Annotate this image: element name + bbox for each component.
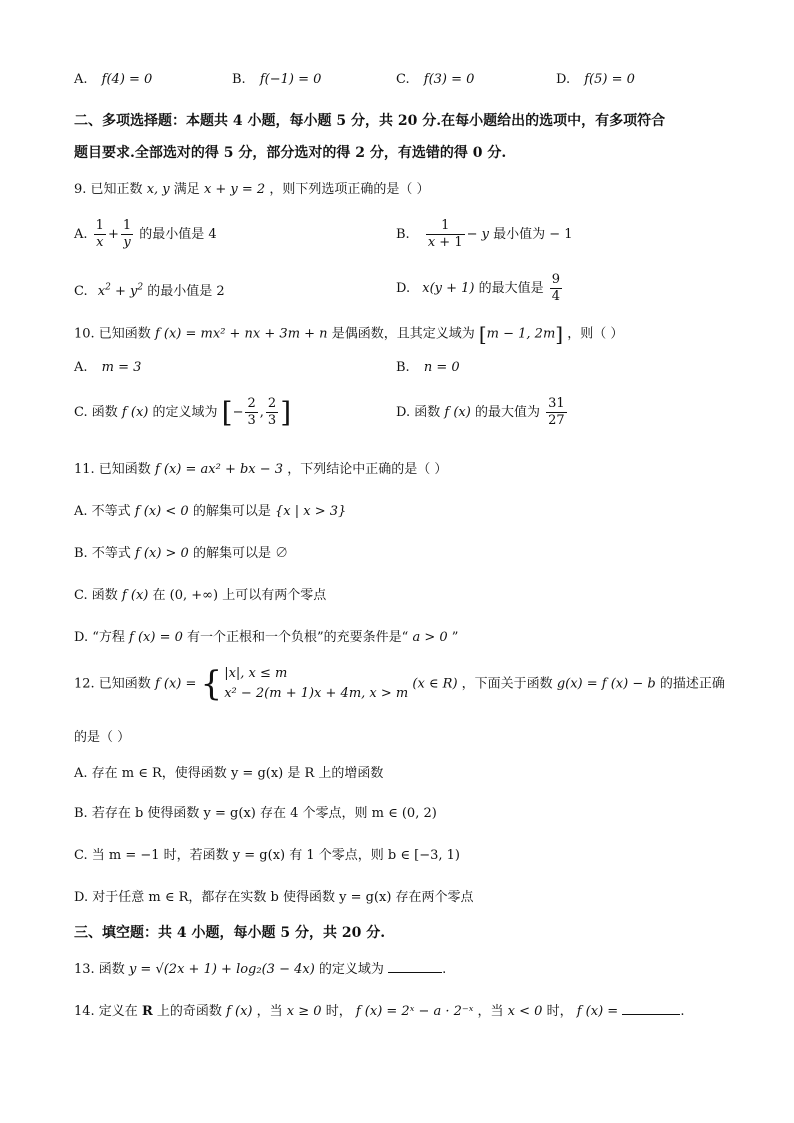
q10-stem: 10. 已知函数 f (x) = mx² + nx + 3m + n 是偶函数，且其定义域为 [m − 1, 2m] ，则（ ） <box>74 322 624 346</box>
q14-answer-blank[interactable] <box>622 1000 680 1015</box>
q8-option-d[interactable]: D. f(5) = 0 <box>556 72 635 87</box>
q9-stem: 9. 已知正数 x, y 满足 x + y = 2 ，则下列选项正确的是（ ） <box>74 182 430 197</box>
q9-a-frac1: $\frac{1}{x}$ <box>95 218 104 250</box>
q8-option-d-text: f(5) = 0 <box>584 72 635 87</box>
q9-option-d[interactable]: D. x(y + 1) 的最大值是 $\frac{9}{4}$ <box>396 272 561 304</box>
q10-option-d[interactable]: D. 函数 f (x) 的最大值为 $\frac{31}{27}$ <box>396 396 565 428</box>
q8-option-c[interactable]: C. f(3) = 0 <box>396 72 475 87</box>
q10-option-a[interactable]: A. m = 3 <box>74 360 142 375</box>
q12-option-d[interactable]: D. 对于任意 m ∈ R，都存在实数 b 使得函数 y = g(x) 存在两个零点 <box>74 890 474 905</box>
q12-piecewise: { |x|, x ≤ m x² − 2(m + 1)x + 4m, x > m <box>200 664 409 704</box>
q9-option-b[interactable]: B. $\frac{1}{x + 1}$ − y 最小值为 − 1 <box>396 218 573 250</box>
q14-stem: 14. 定义在 R 上的奇函数 f (x) ，当 x ≥ 0 时， f (x) = 2ˣ − a · 2⁻ˣ ，当 x < 0 时， f (x) = . <box>74 1000 684 1019</box>
q12-option-b[interactable]: B. 若存在 b 使得函数 y = g(x) 存在 4 个零点，则 m ∈ (0, 2) <box>74 806 437 821</box>
q10-option-b[interactable]: B. n = 0 <box>396 360 460 375</box>
q10-c-frac2: $\frac{2}{3}$ <box>267 396 277 428</box>
q10-d-frac: $\frac{31}{27}$ <box>548 396 565 428</box>
q11-option-c[interactable]: C. 函数 f (x) 在 (0, +∞) 上可以有两个零点 <box>74 588 327 603</box>
section2-line2: 题目要求.全部选对的得 5 分，部分选对的得 2 分，有选错的得 0 分. <box>74 145 507 161</box>
q10-option-c[interactable]: C. 函数 f (x) 的定义域为 [− $\frac{2}{3}$ , $\frac{2}{3}$ ] <box>74 396 292 429</box>
q11-option-d[interactable]: D. “方程 f (x) = 0 有一个正根和一个负根”的充要条件是“ a > 0 ” <box>74 630 459 645</box>
q9-option-c[interactable]: C. $x^2 + y^2$ 的最小值是 2 <box>74 282 225 299</box>
q8-option-a-text: f(4) = 0 <box>101 72 153 87</box>
q11-option-b[interactable]: B. 不等式 f (x) > 0 的解集可以是 ∅ <box>74 546 289 561</box>
q12-option-a[interactable]: A. 存在 m ∈ R，使得函数 y = g(x) 是 R 上的增函数 <box>74 766 384 781</box>
q8-option-b-text: f(−1) = 0 <box>259 72 322 87</box>
q11-option-a[interactable]: A. 不等式 f (x) < 0 的解集可以是 {x | x > 3} <box>74 504 347 519</box>
q8-option-a[interactable]: A. f(4) = 0 <box>74 72 153 87</box>
q8-option-c-text: f(3) = 0 <box>423 72 475 87</box>
q9-b-frac: $\frac{1}{x + 1}$ <box>427 218 463 250</box>
q9-c-expr: $x^2 + y^2$ <box>97 282 144 299</box>
q12-stem: 12. 已知函数 f (x) = { |x|, x ≤ m x² − 2(m + 1)x + 4m, x > m (x ∈ R) ，下面关于函数 g(x) = f (x) − b 的描述正确 <box>74 664 725 704</box>
q13-answer-blank[interactable] <box>388 958 442 973</box>
q12-option-c[interactable]: C. 当 m = −1 时，若函数 y = g(x) 有 1 个零点，则 b ∈ [−3, 1) <box>74 848 460 863</box>
q8-option-b[interactable]: B. f(−1) = 0 <box>232 72 322 87</box>
q12-stem-line2: 的是（ ） <box>74 730 131 745</box>
q9-a-frac2: $\frac{1}{y}$ <box>122 218 132 250</box>
q11-stem: 11. 已知函数 f (x) = ax² + bx − 3 ，下列结论中正确的是（ ） <box>74 462 448 477</box>
section3-title: 三、填空题：共 4 小题，每小题 5 分，共 20 分. <box>74 925 386 941</box>
q13-stem: 13. 函数 y = √(2x + 1) + log₂(3 − 4x) 的定义域为 . <box>74 958 446 977</box>
q9-option-a[interactable]: A. $\frac{1}{x}$ + $\frac{1}{y}$ 的最小值是 4 <box>74 218 217 250</box>
q9-d-frac: $\frac{9}{4}$ <box>551 272 561 304</box>
q10-c-frac1: $\frac{2}{3}$ <box>247 396 256 428</box>
section2-line1: 二、多项选择题：本题共 4 小题，每小题 5 分，共 20 分.在每小题给出的选项中，有多项符合 <box>74 113 666 129</box>
